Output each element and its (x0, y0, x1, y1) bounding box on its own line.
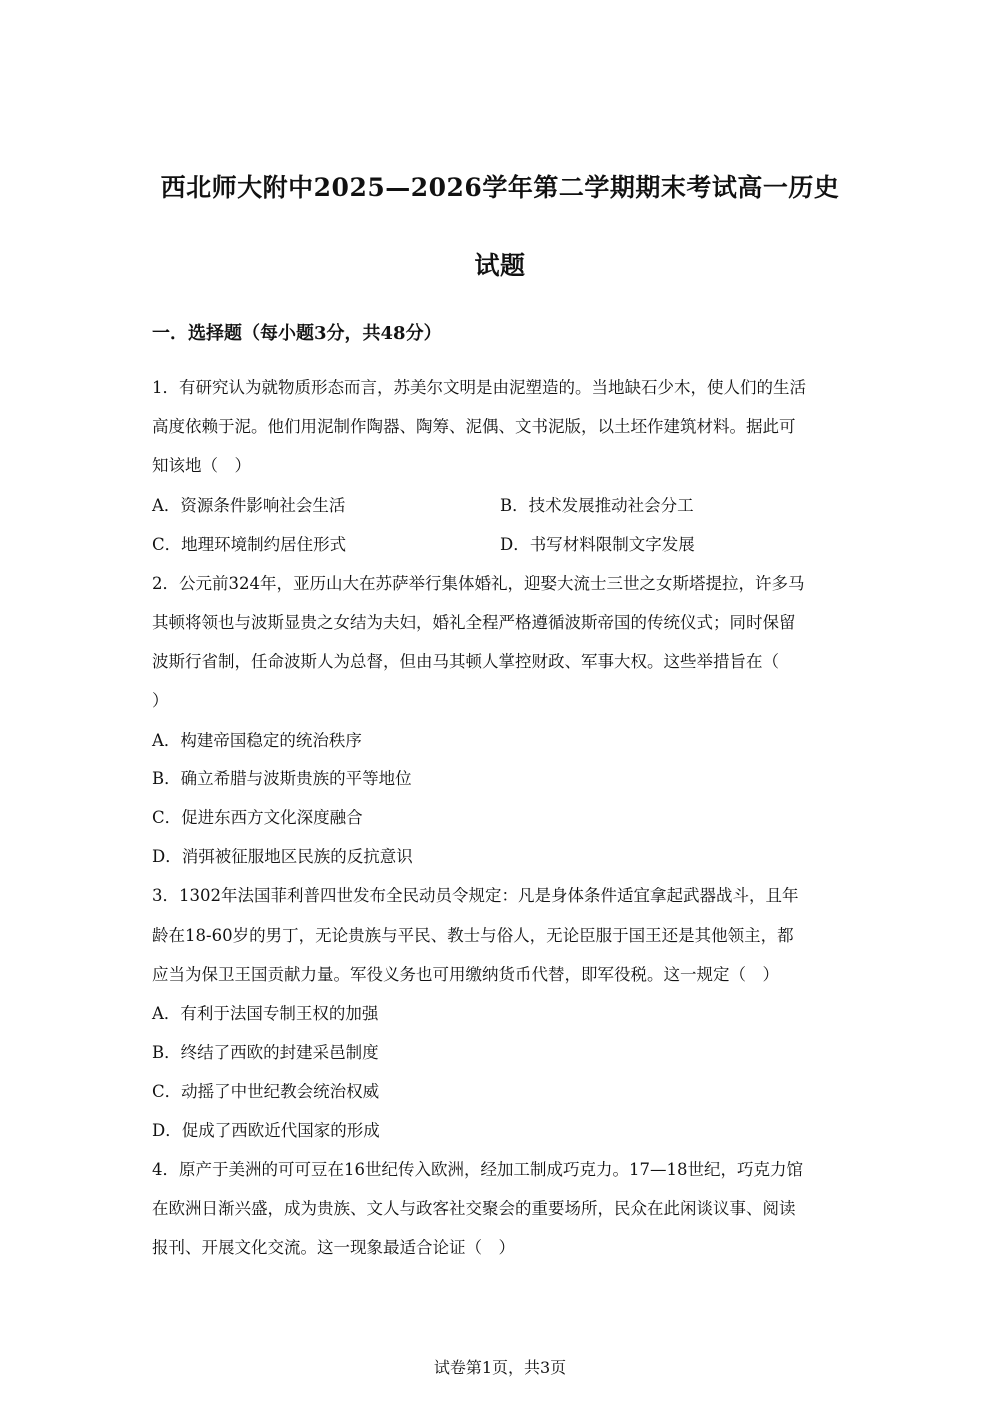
question-4-stem-line-3: 报刊、开展文化交流。这一现象最适合论证（ ） (152, 1238, 515, 1257)
question-1-option-a: A．资源条件影响社会生活 (152, 496, 346, 515)
question-1-stem-line-1: 1．有研究认为就物质形态而言，苏美尔文明是由泥塑造的。当地缺石少木，使人们的生活 (152, 378, 806, 397)
question-2-option-a: A．构建帝国稳定的统治秩序 (152, 731, 362, 750)
question-1-stem-line-3: 知该地（ ） (152, 456, 251, 475)
question-2-stem-line-4: ） (152, 691, 169, 710)
question-3-stem-line-3: 应当为保卫王国贡献力量。军役义务也可用缴纳货币代替，即军役税。这一规定（ ） (152, 965, 779, 984)
question-1-stem-line-2: 高度依赖于泥。他们用泥制作陶器、陶筹、泥偶、文书泥版，以土坯作建筑材料。据此可 (152, 417, 796, 436)
question-1-option-b: B．技术发展推动社会分工 (500, 496, 694, 515)
question-4-stem-line-2: 在欧洲日渐兴盛，成为贵族、文人与政客社交聚会的重要场所，民众在此闲谈议事、阅读 (152, 1199, 796, 1218)
question-3-option-d: D．促成了西欧近代国家的形成 (152, 1121, 380, 1140)
question-4-stem-line-1: 4．原产于美洲的可可豆在16世纪传入欧洲，经加工制成巧克力。17—18世纪，巧克力馆 (152, 1160, 803, 1179)
question-2-option-b: B．确立希腊与波斯贵族的平等地位 (152, 769, 412, 788)
question-3-option-a: A．有利于法国专制王权的加强 (152, 1004, 379, 1023)
question-2-stem-line-3: 波斯行省制，任命波斯人为总督，但由马其顿人掌控财政、军事大权。这些举措旨在（ (152, 652, 779, 671)
question-2-option-d: D．消弭被征服地区民族的反抗意识 (152, 847, 413, 866)
question-3-option-c: C．动摇了中世纪教会统治权威 (152, 1082, 380, 1101)
section-heading: 一．选择题（每小题3分，共48分） (152, 323, 442, 344)
question-2-stem-line-2: 其顿将领也与波斯显贵之女结为夫妇，婚礼全程严格遵循波斯帝国的传统仪式；同时保留 (152, 613, 796, 632)
page-footer: 试卷第1页，共3页 (433, 1358, 567, 1377)
question-3-stem-line-1: 3．1302年法国菲利普四世发布全民动员令规定：凡是身体条件适宜拿起武器战斗，且年 (152, 886, 799, 905)
question-3-option-b: B．终结了西欧的封建采邑制度 (152, 1043, 379, 1062)
question-3-stem-line-2: 龄在18-60岁的男丁，无论贵族与平民、教士与俗人，无论臣服于国王还是其他领主，都 (152, 926, 794, 945)
question-1-option-d: D．书写材料限制文字发展 (500, 535, 695, 554)
question-1-option-c: C．地理环境制约居住形式 (152, 535, 347, 554)
exam-title-continued: 试题 (474, 251, 526, 280)
question-2-option-c: C．促进东西方文化深度融合 (152, 808, 363, 827)
exam-title: 西北师大附中2025—2026学年第二学期期末考试高一历史 (160, 173, 840, 202)
question-2-stem-line-1: 2．公元前324年，亚历山大在苏萨举行集体婚礼，迎娶大流士三世之女斯塔提拉，许多马 (152, 574, 805, 593)
